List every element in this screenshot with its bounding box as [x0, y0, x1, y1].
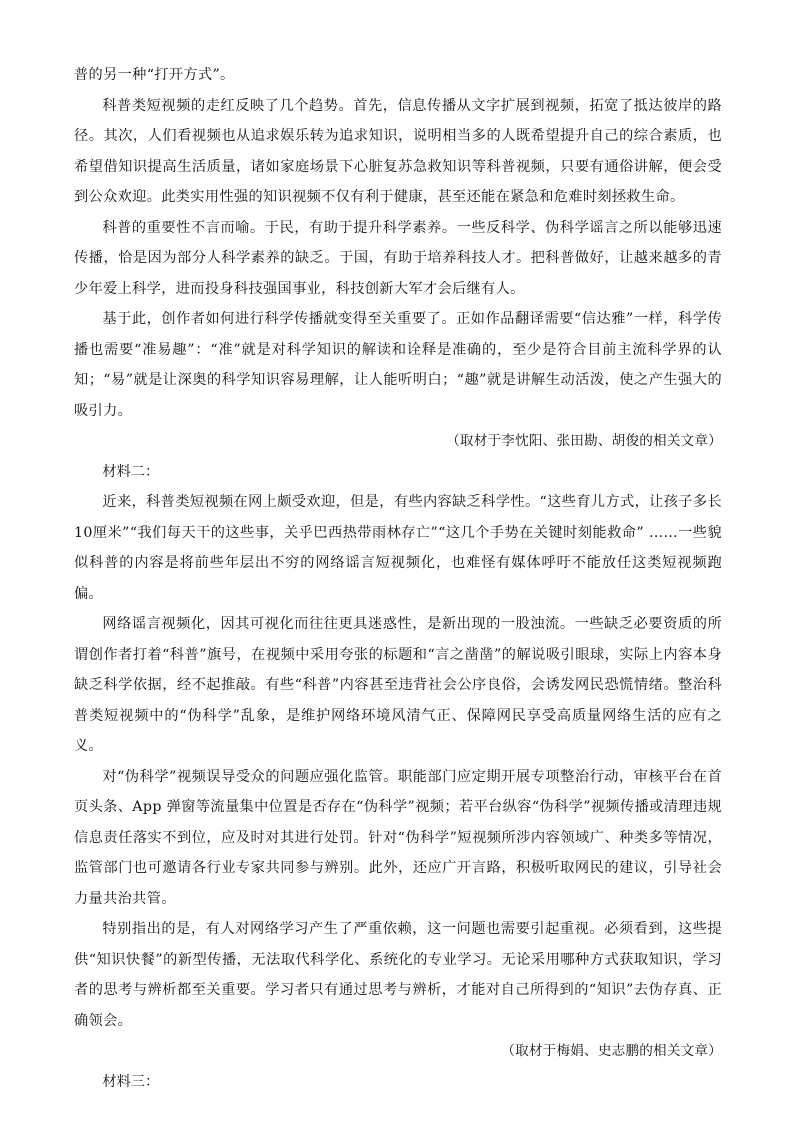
source-note-2: （取材于梅娟、史志鹏的相关文章）: [501, 1043, 722, 1059]
paragraph-rumors: 网络谣言视频化，因其可视化而往往更具迷惑性，是新出现的一股浊流。一些缺乏必要资质的所谓创作者打着“科普”旗号，在视频中采用夸张的标题和“言之凿凿”的解说吸引眼球，实际上内容本身缺乏科学依据，经不起推敲。有些“科普”内容甚至违背社会公序良俗，会诱发网民恐慌情绪。整治科普类短视频中的“伪科学”乱象，是维护网络环境风清气正、保障网民享受高质量网络生活的应有之义。: [74, 616, 722, 754]
source-note-1: （取材于李忱阳、张田勘、胡俊的相关文章）: [446, 433, 722, 449]
paragraph-continuation: 普的另一种“打开方式”。: [74, 67, 235, 83]
paragraph-importance: 科普的重要性不言而喻。于民，有助于提升科学素养。一些反科学、伪科学谣言之所以能够迅速传播，恰是因为部分人科学素养的缺乏。于国，有助于培养科技人才。把科普做好，让越来越多的青少年爱上科学，进而投身科技强国事业，科技创新大军才会后继有人。: [74, 219, 722, 297]
material-two-heading: 材料二：: [102, 463, 160, 480]
paragraph-trends: 科普类短视频的走红反映了几个趋势。首先，信息传播从文字扩展到视频，拓宽了抵达彼岸的路径。其次，人们看视频也从追求娱乐转为追求知识，说明相当多的人既希望提升自己的综合素质，也希望借知识提高生活质量，诸如家庭场景下心脏复苏急救知识等科普视频，只要有通俗讲解，便会受到公众欢迎。此类实用性强的知识视频不仅有利于健康，甚至还能在紧急和危难时刻拯救生命。: [74, 97, 722, 205]
material-three-heading: 材料三：: [102, 1073, 160, 1090]
paragraph-dependency: 特别指出的是，有人对网络学习产生了严重依赖，这一问题也需要引起重视。必须看到，这些提供“知识快餐”的新型传播，无法取代科学化、系统化的专业学习。无论采用哪种方式获取知识，学习者的思考与辨析都至关重要。学习者只有通过思考与辨析，才能对自己所得到的“知识”去伪存真、正确领会。: [74, 921, 722, 1029]
document-page: [74, 60, 722, 1097]
paragraph-communication: 基于此，创作者如何进行科学传播就变得至关重要了。正如作品翻译需要“信达雅”一样，科学传播也需要“准易趣”：“准”就是对科学知识的解读和诠释是准确的，至少是符合目前主流科学界的认知；“易”就是让深奥的科学知识容易理解，让人能听明白；“趣”就是讲解生动活泼，使之产生强大的吸引力。: [74, 311, 722, 419]
paragraph-supervision: 对“伪科学”视频误导受众的问题应强化监管。职能部门应定期开展专项整治行动，审核平台在首页头条、App 弹窗等流量集中位置是否存在“伪科学”视频；若平台纵容“伪科学”视频传播或清理违规信息责任落实不到位，应及时对其进行处罚。针对“伪科学”短视频所涉内容领域广、种类多等情况，监管部门也可邀请各行业专家共同参与辨别。此外，还应广开言路，积极听取网民的建议，引导社会力量共治共管。: [74, 768, 722, 907]
paragraph-recent: 近来，科普类短视频在网上颇受欢迎，但是，有些内容缺乏科学性。“这些育儿方式，让孩子多长10厘米”“我们每天干的这些事，关乎巴西热带雨林存亡”“这几个手势在关键时刻能救命” ……一些貌似科普的内容是将前些年层出不穷的网络谣言短视频化，也难怪有媒体呼吁不能放任这类短视频跑偏。: [74, 494, 722, 602]
